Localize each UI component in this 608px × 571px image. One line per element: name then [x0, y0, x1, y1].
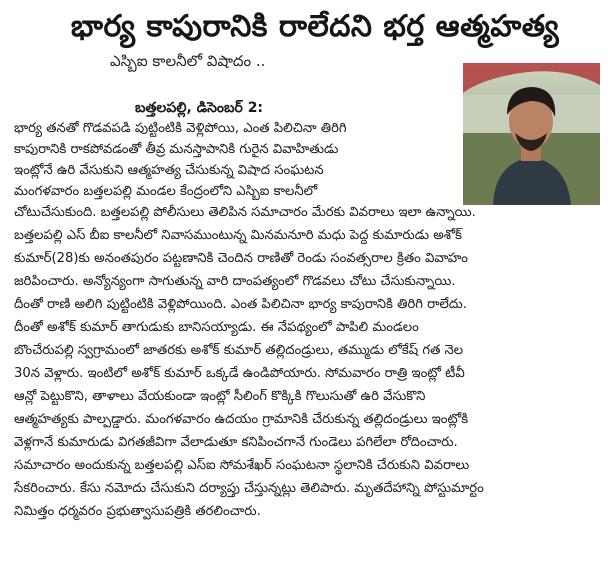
article-line: దీంతో అశోక్ కుమార్ తాగుడుకు బానిసయ్యాడు. ఈ నేపథ్యంలో పాపిలి మండలం [14, 320, 419, 335]
article-line: ఆన్లో పెట్టుకొని, తాళాలు వేయకుండా ఇంట్లో సీలింగ్ కొక్కికి గొలుసుతో ఉరి వేసుకొని [14, 389, 426, 404]
victim-photo [463, 63, 600, 205]
article-line: దీంతో రాణి అలిగి పుట్టింటికి వెళ్లిపోయింది. ఎంత పిలిచినా భార్య కాపురానికి తిరిగి రాలేదు. [14, 297, 467, 312]
article-line: ఇంట్లోనే ఉరి వేసుకుని ఆత్మహత్య చేసుకున్న విషాద సంఘటన [14, 163, 324, 178]
article-line: కాపురానికి రాకపోవడంతో తీవ్ర మనస్తాపానికి గురైన వివాహితుడు [14, 142, 339, 157]
article-line: నిమిత్తం ధర్మవరం ప్రభుత్వాసుపత్రికి తరలించారు. [14, 504, 261, 519]
article-line: వెళ్లగానే కుమారుడు విగతజీవిగా వేలాడుతూ కనిపించగానే గుండెలు పగిలేలా రోదించారు. [14, 435, 458, 450]
article-line: చోటుచేసుకుంది. బత్తలపల్లి పోలీసులు తెలిపిన సమాచారం మేరకు వివరాలు ఇలా ఉన్నాయి. [14, 205, 476, 220]
victim-photo-image [463, 63, 600, 205]
article-line: సేకరించారు. కేసు నమోదు చేసుకుని దర్యాప్తు చేస్తున్నట్లు తెలిపారు. మృతదేహాన్ని పోస్టుమార్టం [14, 481, 484, 496]
article-line: భార్య తనతో గొడవపడి పుట్టింటికి వెళ్లిపోయి, ఎంత పిలిచినా తిరిగి [14, 121, 347, 136]
article-headline: భార్య కాపురానికి రాలేదని భర్త ఆత్మహత్య [70, 9, 560, 44]
article-line: ఆత్మహత్యకు పాల్పడ్డారు. మంగళవారం ఉదయం గ్రామానికి చేరుకున్న తల్లిదండ్రులు ఇంట్లోకి [14, 412, 469, 427]
article-line: బత్తలపల్లి ఎస్ బీఐ కాలనీలో నివాసముంటున్న మినమనూరి మధు పెద్ద కుమారుడు అశోక్ [14, 228, 463, 243]
article-line: కుమార్(28)కు అనంతపురం పట్టణానికి చెందిన రాణితో రెండు సంవత్సరాల క్రితం వివాహం [14, 251, 468, 266]
article-dateline: బత్తలపల్లి, డిసెంబర్ 2: [135, 100, 264, 116]
article-line: మంగళవారం బత్తలపల్లి మండల కేంద్రంలోని ఎస్బిఐ కాలనీలో [14, 184, 318, 199]
article-line: జరిపించారు. అన్యోన్యంగా సాగుతున్న వారి దాంపత్యంలో గొడవలు చోటు చేసుకున్నాయి. [14, 274, 456, 289]
article-line: 30న వెళ్లారు. ఇంటిలో అశోక్ కుమార్ ఒక్కడే ఉండిపోయారు. సోమవారం రాత్రి ఇంట్లో టీవీ [14, 366, 465, 381]
article-line: బొంచేరుపల్లి స్వగ్రామంలో జాతరకు అశోక్ కుమార్ తల్లిదండ్రులు, తమ్ముడు లోకేష్ గత నెల [14, 343, 464, 358]
article-subheadline: ఎస్బిఐ కాలనీలో విషాదం .. [110, 52, 266, 70]
article-line: సమాచారం అందుకున్న బత్తలపల్లి ఎస్ఐ సోమశేఖర్ సంఘటనా స్థలానికి చేరుకుని వివరాలు [14, 458, 470, 473]
